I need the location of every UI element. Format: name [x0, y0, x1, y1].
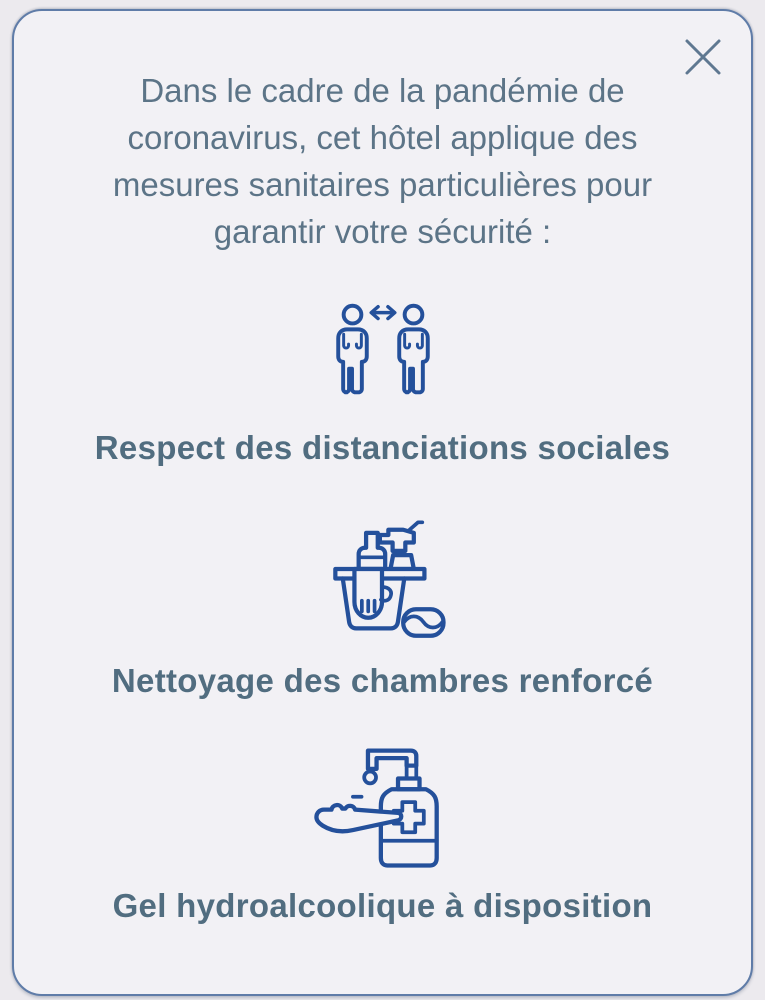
sanitary-measures-modal — [12, 9, 753, 996]
gel-drop — [364, 772, 376, 784]
measure-hand-gel — [113, 700, 653, 925]
pump-shape — [367, 751, 415, 769]
measure-label: Gel hydroalcoolique à disposition — [112, 887, 653, 924]
cleaning-supplies-icon — [312, 517, 452, 640]
measure-label: Nettoyage des chambres renforcé — [111, 662, 654, 699]
social-distancing-icon — [322, 301, 444, 401]
measure-room-cleaning — [112, 467, 653, 700]
modal-intro-text: Dans le cadre de la pandémie de coronavirus, cet hôtel applique des mesures sanitaires particulières pour garantir votre sécurité : — [112, 72, 653, 250]
measure-label: Respect des distanciations sociales — [94, 429, 671, 466]
close-icon — [680, 34, 726, 80]
close-button[interactable] — [677, 31, 729, 83]
distance-arrow — [371, 307, 395, 319]
hand-sanitizer-icon — [312, 742, 454, 873]
sponge-shape — [404, 609, 444, 636]
hand-shape — [316, 805, 401, 831]
measure-social-distancing — [95, 255, 670, 467]
